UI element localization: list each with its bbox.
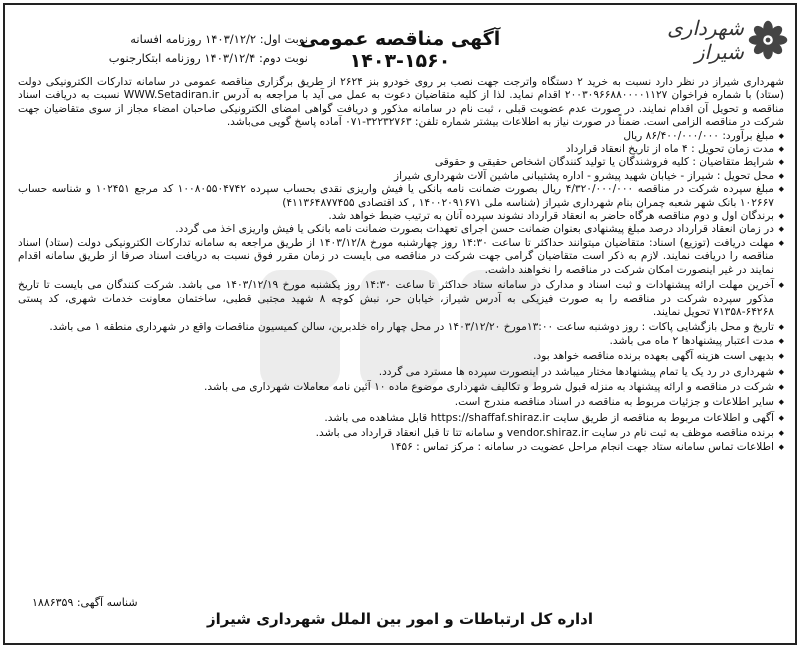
page-title: آگهی مناقصه عمومی ۱۵۶۰-۱۴۰۳: [299, 28, 501, 72]
conditions-list: [18, 130, 784, 441]
list-item-acceptance: ◆ شرکت در مناقصه و ارائه پیشنهاد به منزله قبول شروط و تکالیف شهرداری موضوع ماده ۱۰ آئین نامه معاملات شهرداری می باشد.: [18, 381, 784, 394]
list-item-submission-deadline: ◆ آخرین مهلت ارائه پیشنهادات و ثبت اسناد و مدارک در سامانه ستاد حداکثر تا ساعت ۱۴:۳۰ روز یکشنبه مورخ ۱۴۰۳/۱۲/۱۹ می باشد. شرکت کنندگان می بایست تا تاریخ مذکور سپرده شرکت در مناقصه را به صورت فیزیکی به آدرس شیراز، خیابان حر، نبش کوچه ۸ شهید مجتبی قطبی، ساختمان معاونت خدمات شهری، کد پستی ۶۴۲۶۸-۷۱۳۵۸ تحویل نمایند.: [18, 279, 784, 319]
logo-text: شهرداری شیراز: [667, 16, 744, 64]
list-item-vendor-registration: ◆ برنده مناقصه موظف به ثبت نام در سایت vendor.shiraz.ir و سامانه تتا تا قبل انعقاد قرارداد می باشد.: [18, 427, 784, 440]
list-item-delivery-place: ◆ محل تحویل : شیراز - خیابان شهید پیشرو - اداره پشتیبانی ماشین آلات شهرداری شیراز: [18, 170, 784, 183]
list-item-rejection-right: ◆ شهرداری در رد یک یا تمام پیشنهادها مختار میباشد در اینصورت سپرده ها مسترد می گردد.: [18, 366, 784, 379]
publication-info: [58, 30, 308, 68]
list-item-opening-date: ◆ تاریخ و محل بازگشایی پاکات : روز دوشنبه ساعت ۱۳:۰۰مورخ ۱۴۰۳/۱۲/۲۰ در محل چهار راه خلدبرین، سالن کمیسیون مناقصات واقع در شهرداری منطقه ۱ می باشد.: [18, 321, 784, 334]
ad-content: [18, 76, 784, 454]
contact-info: ◆ اطلاعات تماس سامانه ستاد جهت انجام مراحل عضویت در سامانه : مرکز تماس : ۱۴۵۶: [18, 441, 784, 454]
list-item-deposit: ◆ مبلغ سپرده شرکت در مناقصه ۴/۳۲۰/۰۰۰/۰۰۰ ریال بصورت ضمانت نامه بانکی یا فیش واریزی نقدی بحساب سپرده ۱۰۰۸۰۵۵۰۴۷۴۲ کد مرجع ۱۰۲۴۵۱ و شناسه حساب ۱۰۲۶۶۷ بانک شهر شعبه چمران بنام شهرداری شیراز (شناسه ملی ۱۴۰۰۲۰۹۱۶۷۱ , کد اقتصادی ۴۱۱۳۶۴۸۷۷۴۵۵): [18, 183, 784, 210]
list-item-delivery-time: ◆ مدت زمان تحویل : ۴ ماه از تاریخ انعقاد قرارداد: [18, 143, 784, 156]
list-item-eligibility: ◆ شرایط متقاضیان : کلیه فروشندگان یا تولید کنندگان اشخاص حقیقی و حقوقی: [18, 156, 784, 169]
list-item-other-info: ◆ سایر اطلاعات و جزئیات مربوط به مناقصه در اسناد مناقصه مندرج است.: [18, 396, 784, 409]
list-item-validity: ◆ مدت اعتبار پیشنهادها ۲ ماه می باشد.: [18, 335, 784, 348]
intro-paragraph: شهرداری شیراز در نظر دارد نسبت به خرید ۲ دستگاه واترجت جهت نصب بر روی خودرو بنز ۲۶۲۴ از طریق برگزاری مناقصه عمومی در سامانه تدارکات الکترونیکی دولت (ستاد) با شماره فراخوان ۲۰۰۳۰۹۶۶۸۸۰۰۰۰۱۱۲۷ اقدام نماید. لذا از کلیه متقاضیان دعوت به عمل می آید با مراجعه به آدرس WWW.Setadiran.ir نسبت به دریافت اسناد مناقصه و تحویل آن اقدام نمایند. در صورت عدم عضویت قبلی ، ثبت نام در سامانه مذکور و دریافت گواهی امضای الکترونیکی صاحبان امضاء مجاز از سوی متقاضیان جهت شرکت در مناقصه الزامی است. ضمناً در صورت نیاز به اطلاعات بیشتر شماره تلفن: ۳۲۲۳۲۷۶۳-۰۷۱ آماده پاسخ گویی می‌باشد.: [18, 76, 784, 129]
list-item-ad-cost: ◆ بدیهی است هزینه آگهی بعهده برنده مناقصه خواهد بود.: [18, 350, 784, 363]
ad-id: شناسه آگهی: ۱۸۸۶۳۵۹: [32, 596, 138, 609]
list-item-estimate: ◆ مبلغ برآورد: ۸۶/۴۰۰/۰۰۰/۰۰۰ ریال: [18, 130, 784, 143]
publication-second: نوبت دوم: ۱۴۰۳/۱۲/۴ روزنامه ابتکارجنوب: [108, 51, 308, 65]
footer-signature: اداره کل ارتباطات و امور بین الملل شهرداری شیراز: [207, 610, 593, 628]
municipality-logo: [638, 8, 788, 72]
flower-logo-icon: [748, 15, 788, 65]
list-item-winners: ◆ برندگان اول و دوم مناقصه هرگاه حاضر به انعقاد قرارداد نشوند سپرده آنان به ترتیب ضبط خواهد شد.: [18, 210, 784, 223]
list-item-website: ◆ آگهی و اطلاعات مربوط به مناقصه از طریق سایت https://shaffaf.shiraz.ir قابل مشاهده می باشد.: [18, 412, 784, 425]
publication-first: نوبت اول: ۱۴۰۳/۱۲/۲ روزنامه افسانه: [130, 32, 308, 46]
list-item-document-deadline: ◆ مهلت دریافت (توزیع) اسناد: متقاضیان میتوانند حداکثر تا ساعت ۱۴:۳۰ روز چهارشنبه مورخ ۱۴۰۳/۱۲/۸ از طریق مراجعه به سامانه تدارکات الکترونیکی دولت (ستاد) اسناد مناقصه را دریافت نمایند. لازم به ذکر است متقاضیان گرامی جهت شرکت در مناقصه می بایست در زمان مقرر فوق نسبت به دریافت اسناد صرفا از طریق سامانه اقدام نمایند در غیر اینصورت امکان شرکت در مناقصه را نخواهند داشت.: [18, 237, 784, 277]
list-item-guarantee: ◆ در زمان انعقاد قرارداد درصد مبلغ پیشنهادی بعنوان ضمانت حسن اجرای تعهدات بصورت ضمانت نامه بانکی یا فیش واریزی اخذ می گردد.: [18, 223, 784, 236]
